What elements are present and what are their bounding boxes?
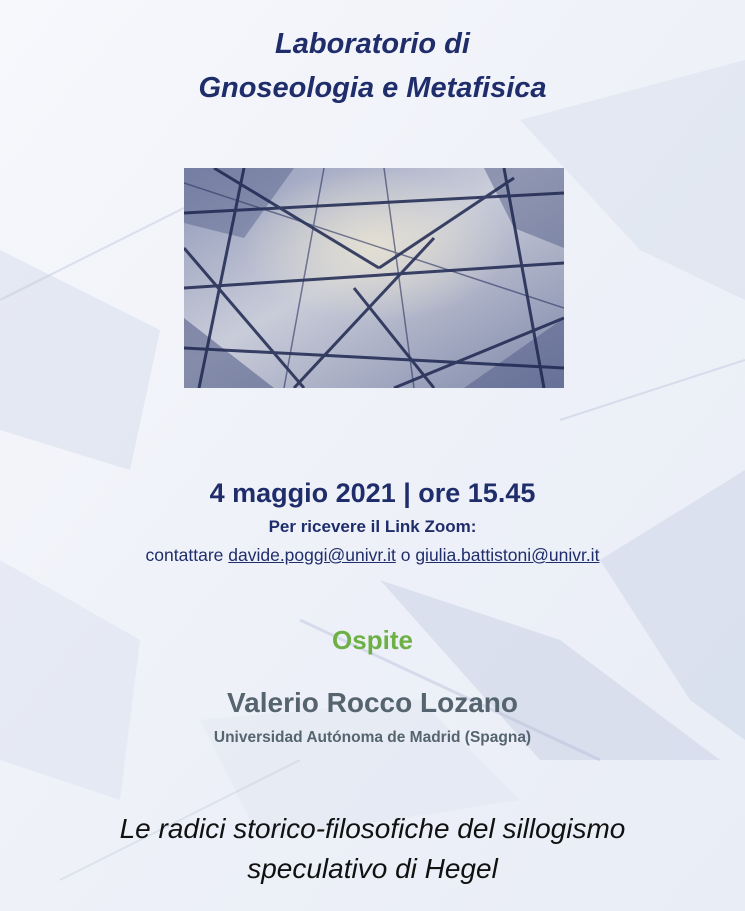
contact-prefix: contattare [145, 545, 224, 565]
abstract-artwork-image [184, 168, 564, 388]
contact-line [0, 544, 745, 566]
zoom-link-label: Per ricevere il Link Zoom: [268, 517, 477, 536]
talk-title-line1: Le radici storico-filosofiche del sillogismo [119, 813, 626, 844]
lab-title-line2: Gnoseologia e Metafisica [198, 72, 547, 104]
guest-heading: Ospite [332, 625, 413, 655]
guest-name: Valerio Rocco Lozano [227, 687, 518, 718]
email-link-giulia[interactable]: giulia.battistoni@univr.it [415, 545, 600, 565]
talk-title-line2: speculativo di Hegel [247, 853, 498, 884]
event-date-time: 4 maggio 2021 | ore 15.45 [209, 478, 536, 508]
lab-title-line1: Laboratorio di [275, 28, 470, 60]
email-link-davide[interactable]: davide.poggi@univr.it [228, 545, 396, 565]
contact-join: o [400, 545, 411, 565]
guest-affiliation: Universidad Autónoma de Madrid (Spagna) [213, 729, 532, 746]
